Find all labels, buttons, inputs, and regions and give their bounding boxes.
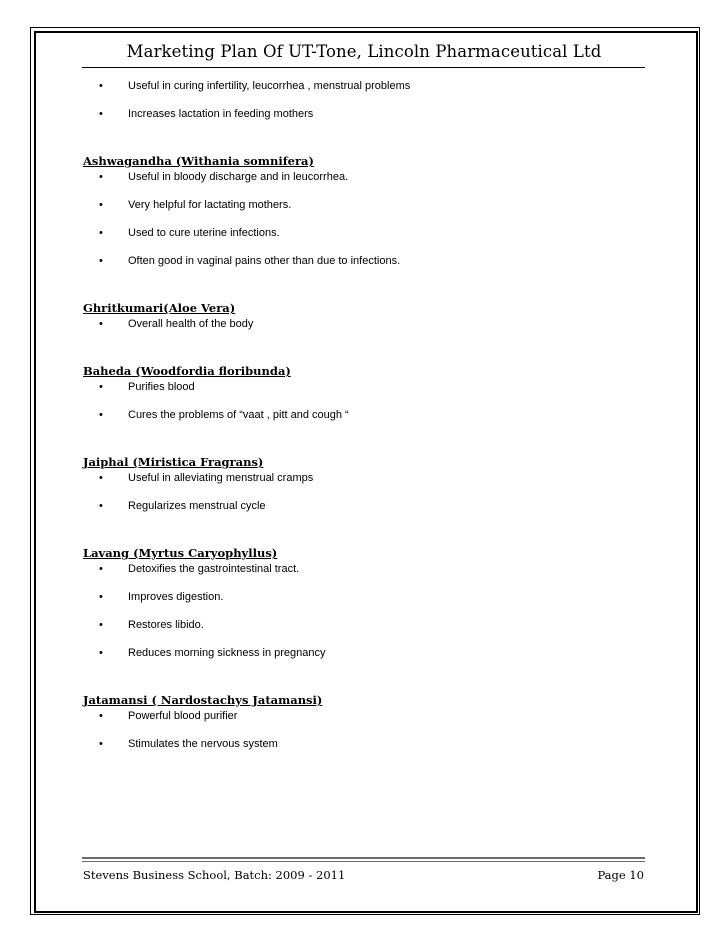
bullet-text: Detoxifies the gastrointestinal tract. xyxy=(128,563,300,575)
bullet-icon: • xyxy=(99,227,103,239)
bullet-text: Very helpful for lactating mothers. xyxy=(128,199,292,211)
list-item xyxy=(83,470,643,498)
bullet-text: Cures the problems of “vaat , pitt and cough “ xyxy=(128,409,349,421)
section-jaiphal xyxy=(83,454,643,526)
bullet-text: Improves digestion. xyxy=(128,591,224,603)
list-item xyxy=(83,498,643,526)
bullet-icon: • xyxy=(99,381,103,393)
section-title: Ghritkumari(Aloe Vera) xyxy=(83,301,236,315)
bullet-icon: • xyxy=(99,647,103,659)
list-item xyxy=(83,407,643,435)
list-item xyxy=(83,169,643,197)
bullet-text: Overall health of the body xyxy=(128,318,254,330)
section-ashwagandha xyxy=(83,153,643,281)
bullet-text: Powerful blood purifier xyxy=(128,710,238,722)
bullet-text: Stimulates the nervous system xyxy=(128,738,278,750)
section-jatamansi xyxy=(83,692,643,764)
bullet-text: Used to cure uterine infections. xyxy=(128,227,280,239)
section-ghritkumari xyxy=(83,300,643,344)
bullet-icon: • xyxy=(99,738,103,750)
bullet-icon: • xyxy=(99,563,103,575)
bullet-text: Often good in vaginal pains other than due to infections. xyxy=(128,255,401,267)
intro-bullet-list xyxy=(83,78,643,134)
list-item xyxy=(83,106,643,134)
bullet-icon: • xyxy=(99,171,103,183)
bullet-icon: • xyxy=(99,199,103,211)
footer-school: Stevens Business School, Batch: 2009 - 2011 xyxy=(83,868,346,882)
list-item xyxy=(83,617,643,645)
bullet-icon: • xyxy=(99,500,103,512)
header-divider xyxy=(82,67,645,68)
bullet-text: Useful in curing infertility, leucorrhea , menstrual problems xyxy=(128,80,411,92)
bullet-icon: • xyxy=(99,318,103,330)
list-item xyxy=(83,253,643,281)
footer-divider-thin xyxy=(82,861,645,862)
bullet-icon: • xyxy=(99,619,103,631)
document-body xyxy=(83,78,643,764)
bullet-icon: • xyxy=(99,255,103,267)
list-item xyxy=(83,316,643,344)
bullet-text: Regularizes menstrual cycle xyxy=(128,500,266,512)
list-item xyxy=(83,379,643,407)
section-baheda xyxy=(83,363,643,435)
section-title: Ashwagandha (Withania somnifera) xyxy=(83,154,314,168)
bullet-text: Useful in bloody discharge and in leucorrhea. xyxy=(128,171,349,183)
bullet-icon: • xyxy=(99,710,103,722)
section-title: Baheda (Woodfordia floribunda) xyxy=(83,364,291,378)
bullet-icon: • xyxy=(99,591,103,603)
section-title: Lavang (Myrtus Caryophyllus) xyxy=(83,546,278,560)
bullet-text: Useful in alleviating menstrual cramps xyxy=(128,472,314,484)
bullet-icon: • xyxy=(99,472,103,484)
bullet-icon: • xyxy=(99,108,103,120)
bullet-text: Restores libido. xyxy=(128,619,204,631)
list-item xyxy=(83,736,643,764)
footer-divider xyxy=(82,857,645,859)
list-item xyxy=(83,589,643,617)
bullet-icon: • xyxy=(99,80,103,92)
page-number: Page 10 xyxy=(597,868,644,882)
section-title: Jaiphal (Miristica Fragrans) xyxy=(83,455,264,469)
section-title: Jatamansi ( Nardostachys Jatamansi) xyxy=(83,693,323,707)
bullet-icon: • xyxy=(99,409,103,421)
bullet-text: Increases lactation in feeding mothers xyxy=(128,108,314,120)
list-item xyxy=(83,645,643,673)
list-item xyxy=(83,225,643,253)
list-item xyxy=(83,78,643,106)
bullet-text: Purifies blood xyxy=(128,381,195,393)
page-header-title: Marketing Plan Of UT-Tone, Lincoln Pharmaceutical Ltd xyxy=(126,42,602,61)
section-lavang xyxy=(83,545,643,673)
list-item xyxy=(83,561,643,589)
list-item xyxy=(83,197,643,225)
list-item xyxy=(83,708,643,736)
bullet-text: Reduces morning sickness in pregnancy xyxy=(128,647,326,659)
